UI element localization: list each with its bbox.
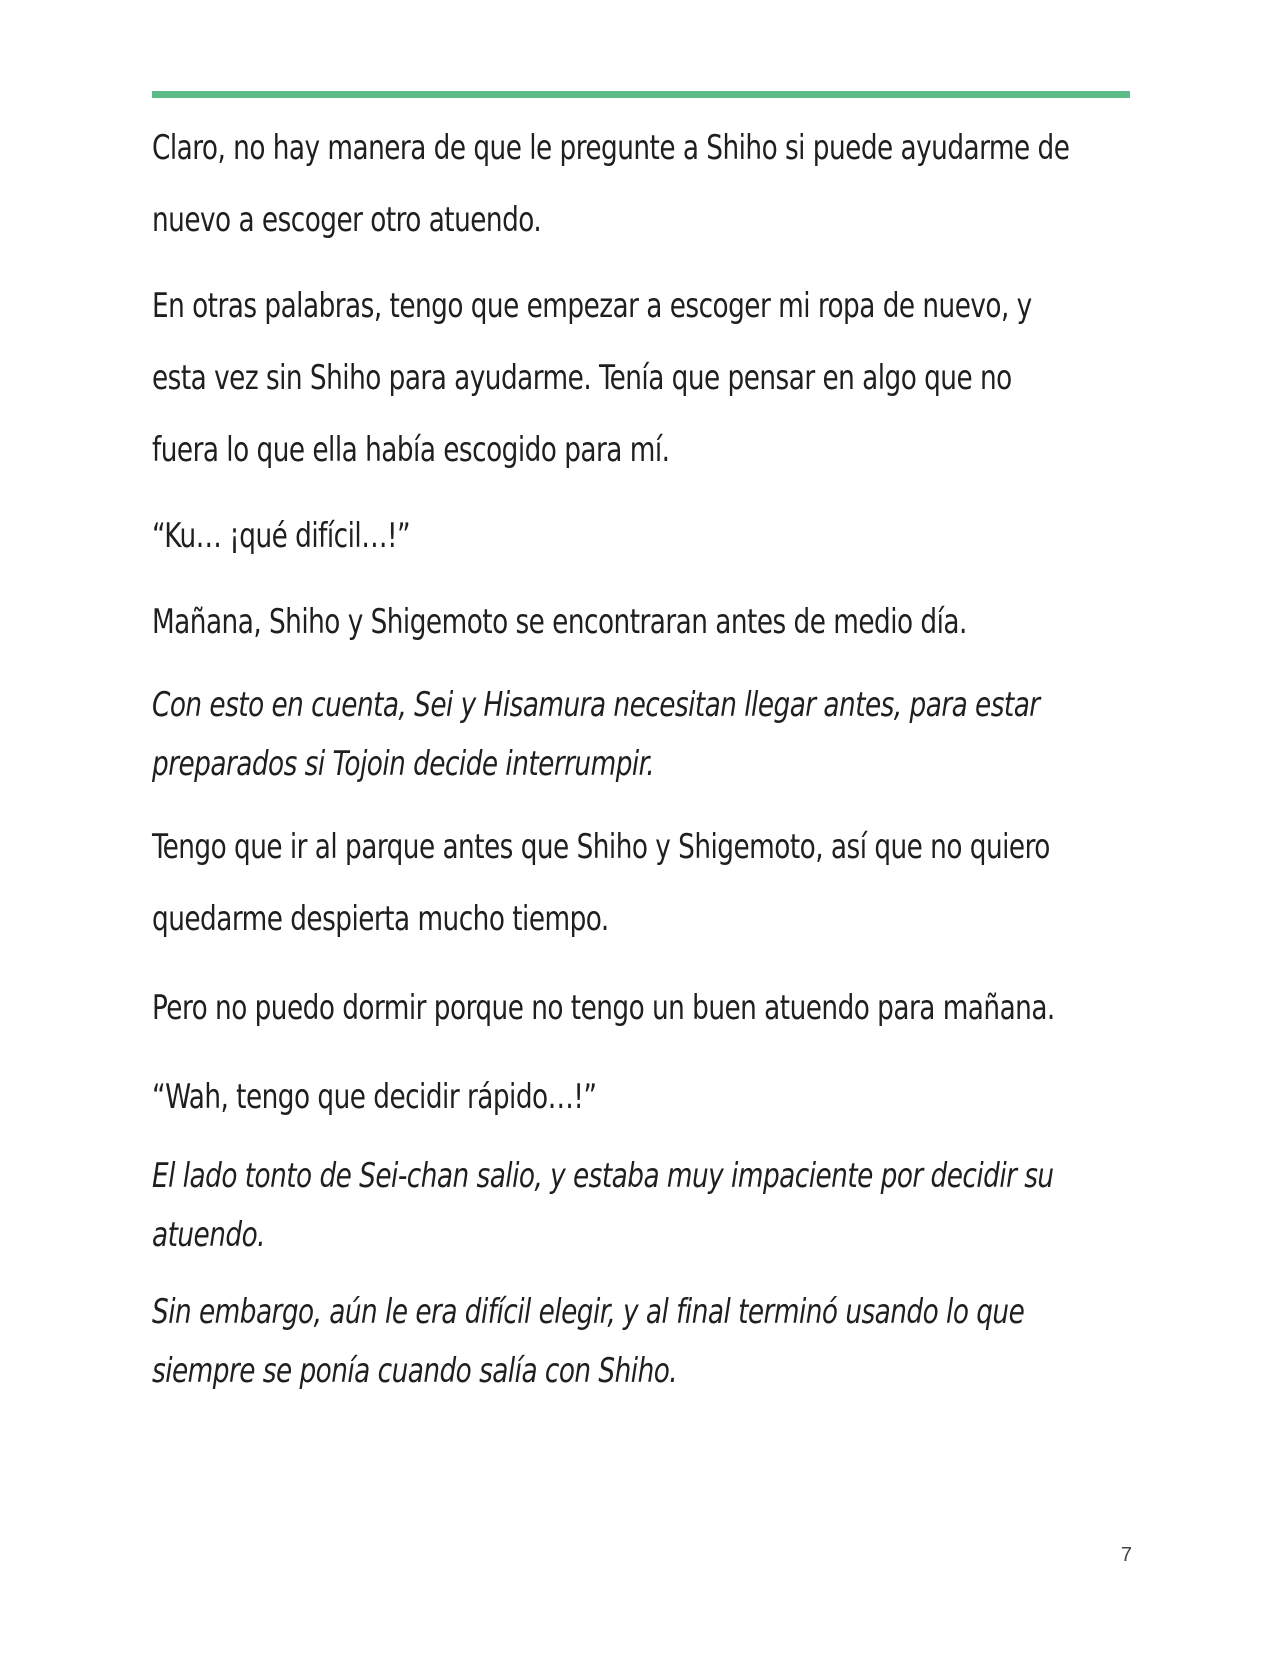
text-line: Claro, no hay manera de que le pregunte a Shiho si puede ayudarme de [152,128,1070,168]
italic-paragraph [152,1147,1054,1265]
text-line: esta vez sin Shiho para ayudarme. Tenía que pensar en algo que no [152,358,1012,398]
text-line: Mañana, Shiho y Shigemoto se encontraran antes de medio día. [152,602,967,642]
text-line: Pero no puedo dormir porque no tengo un buen atuendo para mañana. [152,988,1055,1028]
dialogue-line [152,500,1003,572]
text-line: fuera lo que ella había escogido para mí. [152,430,670,470]
italic-paragraph [152,1283,1025,1401]
text-line: Con esto en cuenta, Sei y Hisamura necesitan llegar antes, para estar [152,685,1040,725]
text-line: “Ku… ¡qué difícil…!” [152,516,411,556]
text-line: atuendo. [152,1215,265,1255]
text-line: El lado tonto de Sei-chan salio, y estaba muy impaciente por decidir su [152,1156,1054,1196]
body-text [152,112,1142,1401]
paragraph [152,112,1070,256]
paragraph [152,972,1055,1044]
top-accent-rule [152,91,1130,98]
text-line: Sin embargo, aún le era difícil elegir, y al final terminó usando lo que [152,1292,1025,1332]
text-line: siempre se ponía cuando salía con Shiho. [152,1351,678,1391]
text-line: quedarme despierta mucho tiempo. [152,899,609,939]
text-line: “Wah, tengo que decidir rápido…!” [152,1077,597,1117]
text-line: preparados si Tojoin decide interrumpir. [152,744,655,784]
dialogue-line [152,1061,1003,1133]
paragraph [152,811,1050,955]
text-line: Tengo que ir al parque antes que Shiho y Shigemoto, así que no quiero [152,827,1050,867]
text-line: nuevo a escoger otro atuendo. [152,200,542,240]
text-line: En otras palabras, tengo que empezar a escoger mi ropa de nuevo, y [152,286,1032,326]
page-number: 7 [1120,1544,1132,1566]
paragraph [152,586,1003,658]
italic-paragraph [152,676,1040,794]
paragraph [152,270,1032,486]
